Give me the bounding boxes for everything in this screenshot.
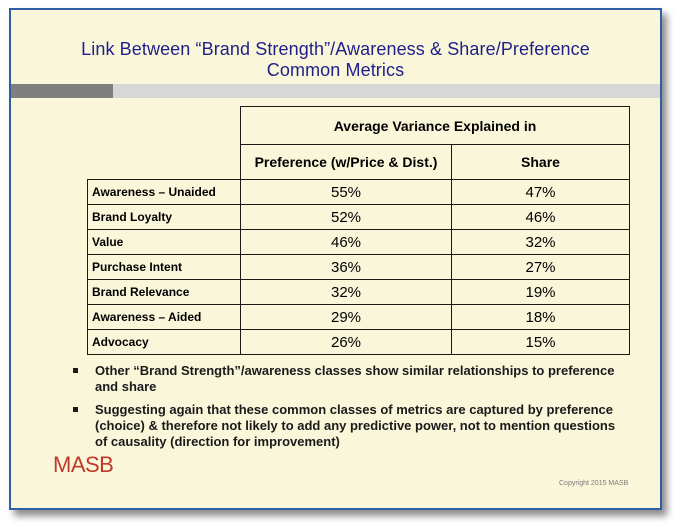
column-header-share: Share — [452, 145, 630, 180]
share-value: 32% — [452, 230, 630, 255]
metric-label: Value — [88, 230, 241, 255]
preference-value: 52% — [241, 205, 452, 230]
slide — [9, 8, 662, 510]
table-corner-blank — [88, 107, 241, 180]
table-row — [88, 230, 630, 255]
share-value: 47% — [452, 180, 630, 205]
table-row — [88, 205, 630, 230]
group-header: Average Variance Explained in — [241, 107, 630, 145]
bullet-square-icon — [73, 407, 78, 412]
preference-value: 26% — [241, 330, 452, 355]
copyright-text: Copyright 2015 MASB — [559, 480, 629, 487]
title-line-2: Common Metrics — [266, 60, 405, 80]
preference-value: 29% — [241, 305, 452, 330]
share-value: 15% — [452, 330, 630, 355]
bullet-square-icon — [73, 368, 78, 373]
bullet-list — [69, 363, 629, 457]
table-row — [88, 330, 630, 355]
masb-logo: MASB — [53, 452, 114, 477]
table-row — [88, 280, 630, 305]
bullet-text: Other “Brand Strength”/awareness classes show similar relationships to preference and share — [95, 363, 615, 394]
bullet-item — [69, 402, 629, 450]
accent-bar-dark — [11, 84, 113, 98]
slide-title — [11, 39, 660, 81]
share-value: 19% — [452, 280, 630, 305]
metric-label: Awareness – Aided — [88, 305, 241, 330]
variance-table — [87, 106, 630, 355]
share-value: 18% — [452, 305, 630, 330]
share-value: 46% — [452, 205, 630, 230]
preference-value: 55% — [241, 180, 452, 205]
column-header-preference: Preference (w/Price & Dist.) — [241, 145, 452, 180]
table-row — [88, 180, 630, 205]
share-value: 27% — [452, 255, 630, 280]
metric-label: Brand Loyalty — [88, 205, 241, 230]
metric-label: Brand Relevance — [88, 280, 241, 305]
table-row — [88, 255, 630, 280]
table-row — [88, 305, 630, 330]
bullet-item — [69, 363, 629, 395]
preference-value: 36% — [241, 255, 452, 280]
title-line-1: Link Between “Brand Strength”/Awareness & Share/Preference — [81, 39, 590, 59]
preference-value: 32% — [241, 280, 452, 305]
preference-value: 46% — [241, 230, 452, 255]
metric-label: Awareness – Unaided — [88, 180, 241, 205]
metric-label: Advocacy — [88, 330, 241, 355]
accent-bar-light — [113, 84, 660, 98]
metric-label: Purchase Intent — [88, 255, 241, 280]
bullet-text: Suggesting again that these common classes of metrics are captured by preference (choice) & therefore not likely to add any predictive power, not to mention questions of causality (direction for improvement) — [95, 402, 616, 449]
